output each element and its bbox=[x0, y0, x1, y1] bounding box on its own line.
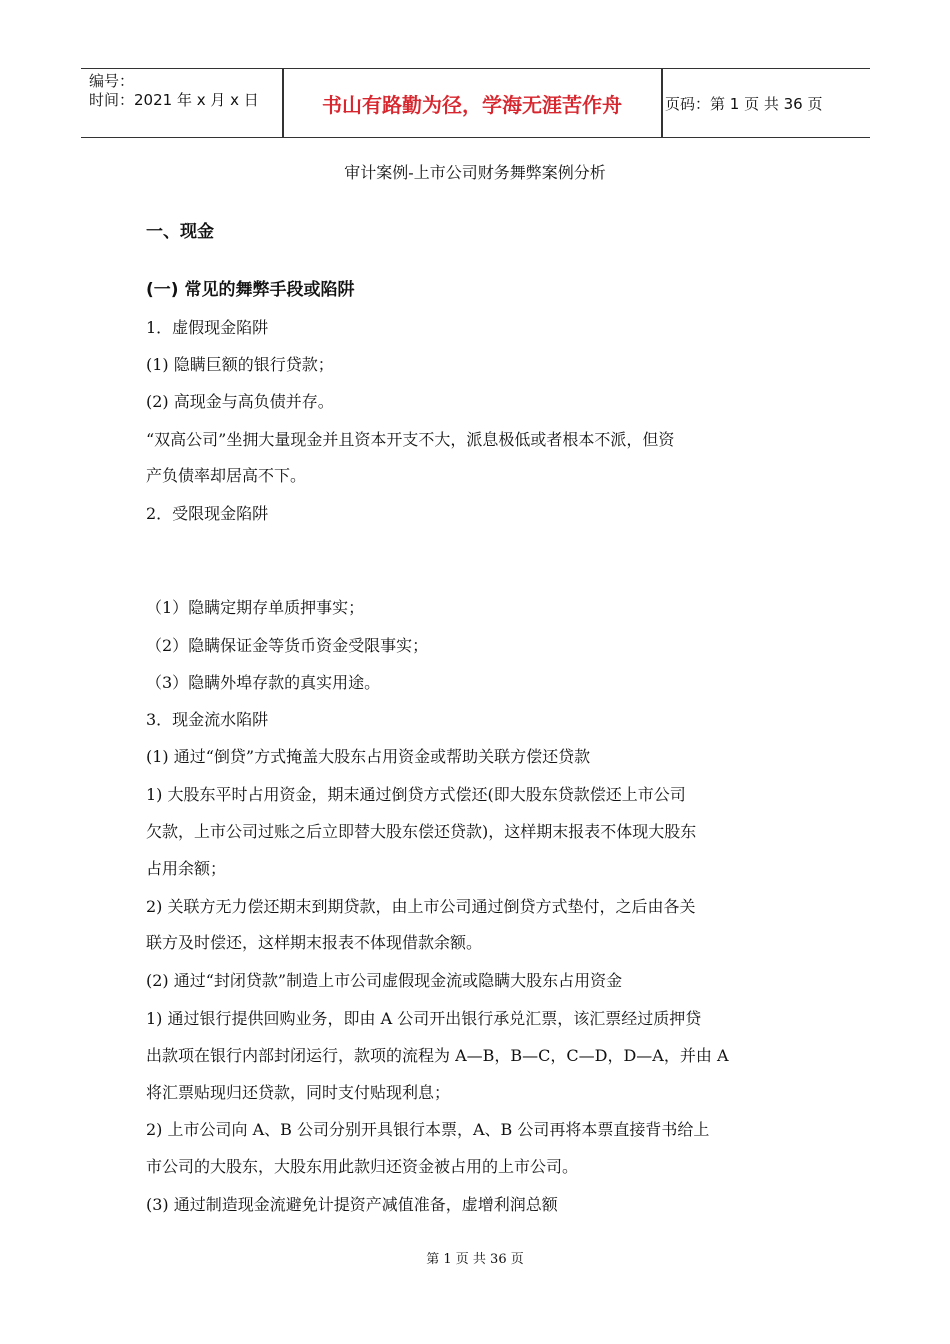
body-line: （1）隐瞒定期存单质押事实； bbox=[146, 598, 365, 617]
body-line: 出款项在银行内部封闭运行，款项的流程为 A—B，B—C，C—D，D—A，并由 A bbox=[146, 1046, 729, 1065]
body-line: （2）隐瞒保证金等货币资金受限事实； bbox=[146, 636, 429, 655]
body-line: 2) 上市公司向 A、B 公司分别开具银行本票，A、B 公司再将本票直接背书给上 bbox=[146, 1120, 710, 1139]
body-line: 2) 关联方无力偿还期末到期贷款，由上市公司通过倒贷方式垫付，之后由各关 bbox=[146, 897, 696, 916]
body-line: 1) 大股东平时占用资金，期末通过倒贷方式偿还(即大股东贷款偿还上市公司 bbox=[146, 785, 686, 804]
document-title: 审计案例-上市公司财务舞弊案例分析 bbox=[344, 163, 606, 182]
body-line: 产负债率却居高不下。 bbox=[146, 466, 307, 485]
page-footer: 第 1 页 共 36 页 bbox=[426, 1252, 524, 1267]
body-line: 1) 通过银行提供回购业务，即由 A 公司开出银行承兑汇票，该汇票经过质押贷 bbox=[146, 1009, 702, 1028]
body-line: （3）隐瞒外埠存款的真实用途。 bbox=[146, 673, 381, 692]
body-line: 3．现金流水陷阱 bbox=[146, 710, 269, 729]
body-line: (3) 通过制造现金流避免计提资产减值准备，虚增利润总额 bbox=[146, 1195, 558, 1214]
document-number-label: 编号： bbox=[89, 72, 135, 90]
body-line: 1．虚假现金陷阱 bbox=[146, 318, 269, 337]
body-line: (1) 通过“倒贷”方式掩盖大股东占用资金或帮助关联方偿还贷款 bbox=[146, 747, 591, 766]
body-line: 占用余额； bbox=[146, 859, 227, 878]
body-line: “双高公司”坐拥大量现金并且资本开支不大，派息极低或者根本不派，但资 bbox=[146, 430, 675, 449]
body-line: (2) 通过“封闭贷款”制造上市公司虚假现金流或隐瞒大股东占用资金 bbox=[146, 971, 623, 990]
header-page-number: 页码：第 1 页 共 36 页 bbox=[665, 94, 823, 113]
page-header bbox=[81, 68, 870, 138]
body-line: 市公司的大股东，大股东用此款归还资金被占用的上市公司。 bbox=[146, 1157, 579, 1176]
header-motto: 书山有路勤为径，学海无涯苦作舟 bbox=[322, 92, 622, 117]
body-line: (2) 高现金与高负债并存。 bbox=[146, 392, 334, 411]
subsection-heading: (一) 常见的舞弊手段或陷阱 bbox=[146, 280, 355, 300]
section-heading: 一、现金 bbox=[146, 222, 214, 242]
body-line: 2．受限现金陷阱 bbox=[146, 504, 269, 523]
body-line: 联方及时偿还，这样期末报表不体现借款余额。 bbox=[146, 933, 483, 952]
body-line: 欠款，上市公司过账之后立即替大股东偿还贷款)，这样期末报表不体现大股东 bbox=[146, 822, 697, 841]
body-line: 将汇票贴现归还贷款，同时支付贴现利息； bbox=[146, 1083, 451, 1102]
header-meta bbox=[89, 72, 284, 110]
document-date-label: 时间：2021 年 x 月 x 日 bbox=[89, 91, 259, 109]
body-line: (1) 隐瞒巨额的银行贷款； bbox=[146, 355, 334, 374]
